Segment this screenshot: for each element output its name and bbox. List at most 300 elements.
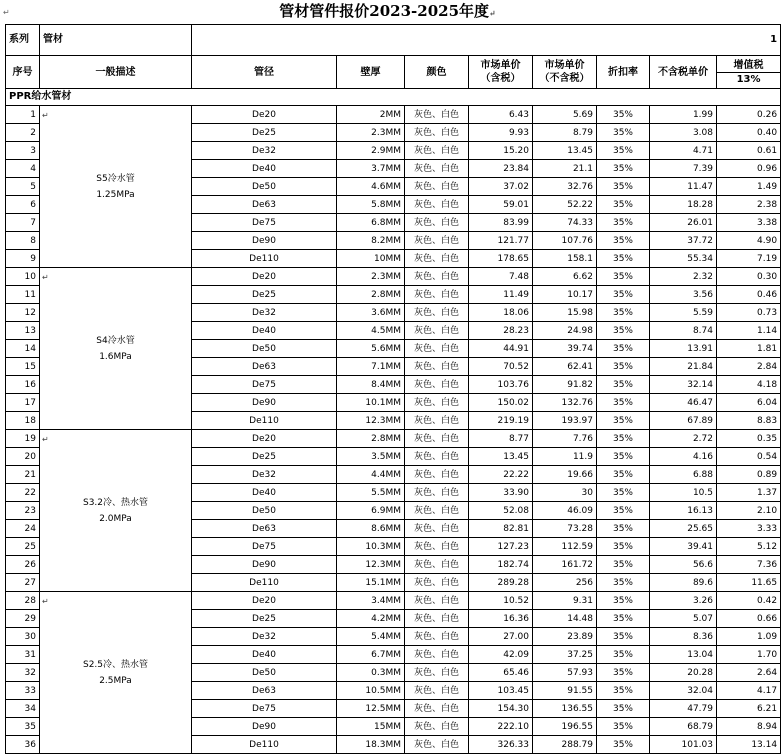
price-without-tax: 13.45	[533, 142, 597, 160]
row-number: 22	[6, 484, 40, 502]
row-number: 5	[6, 178, 40, 196]
pipe-color: 灰色、白色	[405, 358, 469, 376]
discount-rate: 35%	[597, 664, 650, 682]
header-size: 管径	[192, 56, 337, 89]
discount-rate: 35%	[597, 430, 650, 448]
pipe-color: 灰色、白色	[405, 448, 469, 466]
wall-thickness: 8.6MM	[337, 520, 405, 538]
wall-thickness: 4.2MM	[337, 610, 405, 628]
vat-amount: 0.40	[717, 124, 781, 142]
pipe-size: De90	[192, 232, 337, 250]
pipe-size: De50	[192, 502, 337, 520]
net-unit-price: 10.5	[650, 484, 717, 502]
wall-thickness: 8.2MM	[337, 232, 405, 250]
paragraph-mark: ↵	[489, 8, 496, 18]
header-color: 颜色	[405, 56, 469, 89]
discount-rate: 35%	[597, 556, 650, 574]
row-number: 16	[6, 376, 40, 394]
price-without-tax: 24.98	[533, 322, 597, 340]
wall-thickness: 0.3MM	[337, 664, 405, 682]
vat-amount: 0.26	[717, 106, 781, 124]
row-number: 18	[6, 412, 40, 430]
row-number: 34	[6, 700, 40, 718]
group-desc-pressure: 2.5MPa	[99, 675, 132, 686]
price-with-tax: 121.77	[469, 232, 533, 250]
net-unit-price: 5.07	[650, 610, 717, 628]
price-without-tax: 11.9	[533, 448, 597, 466]
pipe-size: De75	[192, 700, 337, 718]
price-with-tax: 44.91	[469, 340, 533, 358]
discount-rate: 35%	[597, 628, 650, 646]
group-desc-type: S2.5冷、热水管	[82, 659, 149, 670]
wall-thickness: 6.7MM	[337, 646, 405, 664]
price-with-tax: 37.02	[469, 178, 533, 196]
pipe-color: 灰色、白色	[405, 376, 469, 394]
pipe-size: De40	[192, 484, 337, 502]
pipe-size: De40	[192, 646, 337, 664]
price-without-tax: 5.69	[533, 106, 597, 124]
vat-amount: 0.61	[717, 142, 781, 160]
pipe-size: De90	[192, 556, 337, 574]
price-with-tax: 83.99	[469, 214, 533, 232]
price-without-tax: 158.1	[533, 250, 597, 268]
row-number: 36	[6, 736, 40, 754]
discount-rate: 35%	[597, 736, 650, 754]
wall-thickness: 10.3MM	[337, 538, 405, 556]
pipe-color: 灰色、白色	[405, 610, 469, 628]
net-unit-price: 39.41	[650, 538, 717, 556]
header-price-notax: 市场单价 （不含税）	[533, 56, 597, 89]
pipe-size: De40	[192, 322, 337, 340]
discount-rate: 35%	[597, 376, 650, 394]
discount-rate: 35%	[597, 538, 650, 556]
pipe-size: De25	[192, 610, 337, 628]
discount-rate: 35%	[597, 718, 650, 736]
price-table	[5, 24, 781, 754]
vat-amount: 4.17	[717, 682, 781, 700]
vat-amount: 7.36	[717, 556, 781, 574]
row-number: 33	[6, 682, 40, 700]
discount-rate: 35%	[597, 304, 650, 322]
header-vat-rate: 13%	[717, 72, 780, 86]
price-with-tax: 150.02	[469, 394, 533, 412]
price-without-tax: 256	[533, 574, 597, 592]
discount-rate: 35%	[597, 484, 650, 502]
price-with-tax: 27.00	[469, 628, 533, 646]
price-without-tax: 37.25	[533, 646, 597, 664]
wall-thickness: 4.6MM	[337, 178, 405, 196]
discount-rate: 35%	[597, 106, 650, 124]
price-without-tax: 91.82	[533, 376, 597, 394]
vat-amount: 1.09	[717, 628, 781, 646]
price-without-tax: 73.28	[533, 520, 597, 538]
price-without-tax: 19.66	[533, 466, 597, 484]
discount-rate: 35%	[597, 124, 650, 142]
table-row	[6, 592, 781, 610]
vat-amount: 0.35	[717, 430, 781, 448]
pipe-size: De32	[192, 142, 337, 160]
paragraph-marks: ↵	[42, 273, 49, 282]
price-with-tax: 11.49	[469, 286, 533, 304]
header-no: 序号	[6, 56, 40, 89]
price-without-tax: 132.76	[533, 394, 597, 412]
row-number: 17	[6, 394, 40, 412]
vat-amount: 0.73	[717, 304, 781, 322]
row-number: 14	[6, 340, 40, 358]
vat-amount: 1.70	[717, 646, 781, 664]
wall-thickness: 15.1MM	[337, 574, 405, 592]
net-unit-price: 25.65	[650, 520, 717, 538]
row-number: 27	[6, 574, 40, 592]
pipe-color: 灰色、白色	[405, 592, 469, 610]
group-desc-type: S3.2冷、热水管	[82, 497, 149, 508]
price-without-tax: 52.22	[533, 196, 597, 214]
discount-rate: 35%	[597, 286, 650, 304]
series-row	[6, 25, 781, 56]
price-without-tax: 15.98	[533, 304, 597, 322]
pipe-color: 灰色、白色	[405, 664, 469, 682]
pipe-color: 灰色、白色	[405, 196, 469, 214]
net-unit-price: 2.32	[650, 268, 717, 286]
discount-rate: 35%	[597, 394, 650, 412]
vat-amount: 2.84	[717, 358, 781, 376]
price-with-tax: 154.30	[469, 700, 533, 718]
pipe-size: De20	[192, 268, 337, 286]
pipe-size: De63	[192, 682, 337, 700]
row-number: 24	[6, 520, 40, 538]
price-without-tax: 23.89	[533, 628, 597, 646]
wall-thickness: 2.8MM	[337, 430, 405, 448]
wall-thickness: 5.8MM	[337, 196, 405, 214]
pipe-size: De90	[192, 394, 337, 412]
discount-rate: 35%	[597, 412, 650, 430]
wall-thickness: 3.6MM	[337, 304, 405, 322]
pipe-size: De50	[192, 340, 337, 358]
discount-rate: 35%	[597, 700, 650, 718]
vat-amount: 13.14	[717, 736, 781, 754]
price-without-tax: 57.93	[533, 664, 597, 682]
discount-rate: 35%	[597, 178, 650, 196]
pipe-color: 灰色、白色	[405, 322, 469, 340]
price-with-tax: 33.90	[469, 484, 533, 502]
row-number: 35	[6, 718, 40, 736]
price-with-tax: 28.23	[469, 322, 533, 340]
pipe-color: 灰色、白色	[405, 232, 469, 250]
vat-amount: 6.04	[717, 394, 781, 412]
discount-rate: 35%	[597, 520, 650, 538]
net-unit-price: 26.01	[650, 214, 717, 232]
row-number: 28	[6, 592, 40, 610]
row-number: 21	[6, 466, 40, 484]
net-unit-price: 3.26	[650, 592, 717, 610]
pipe-size: De25	[192, 286, 337, 304]
price-without-tax: 9.31	[533, 592, 597, 610]
table-row	[6, 268, 781, 286]
group-description	[40, 430, 192, 592]
net-unit-price: 20.28	[650, 664, 717, 682]
net-unit-price: 55.34	[650, 250, 717, 268]
vat-amount: 8.83	[717, 412, 781, 430]
pipe-size: De75	[192, 538, 337, 556]
price-with-tax: 16.36	[469, 610, 533, 628]
wall-thickness: 4.4MM	[337, 466, 405, 484]
row-number: 7	[6, 214, 40, 232]
series-label: 系列	[6, 25, 40, 56]
net-unit-price: 8.74	[650, 322, 717, 340]
net-unit-price: 4.16	[650, 448, 717, 466]
vat-amount: 0.46	[717, 286, 781, 304]
price-with-tax: 18.06	[469, 304, 533, 322]
row-number: 12	[6, 304, 40, 322]
pipe-size: De63	[192, 196, 337, 214]
pipe-color: 灰色、白色	[405, 142, 469, 160]
discount-rate: 35%	[597, 466, 650, 484]
vat-amount: 0.89	[717, 466, 781, 484]
pipe-color: 灰色、白色	[405, 340, 469, 358]
pipe-size: De90	[192, 718, 337, 736]
price-with-tax: 326.33	[469, 736, 533, 754]
table-row	[6, 430, 781, 448]
price-with-tax: 8.77	[469, 430, 533, 448]
vat-amount: 4.18	[717, 376, 781, 394]
pipe-size: De50	[192, 664, 337, 682]
net-unit-price: 7.39	[650, 160, 717, 178]
row-number: 2	[6, 124, 40, 142]
row-number: 1	[6, 106, 40, 124]
row-number: 11	[6, 286, 40, 304]
wall-thickness: 3.7MM	[337, 160, 405, 178]
vat-amount: 3.38	[717, 214, 781, 232]
wall-thickness: 12.3MM	[337, 412, 405, 430]
wall-thickness: 3.4MM	[337, 592, 405, 610]
pipe-size: De63	[192, 520, 337, 538]
pipe-size: De20	[192, 430, 337, 448]
pipe-color: 灰色、白色	[405, 304, 469, 322]
price-with-tax: 82.81	[469, 520, 533, 538]
wall-thickness: 5.5MM	[337, 484, 405, 502]
group-desc-type: S5冷水管	[96, 173, 135, 184]
net-unit-price: 18.28	[650, 196, 717, 214]
section-label: PPR给水管材	[6, 89, 781, 106]
vat-amount: 1.81	[717, 340, 781, 358]
price-with-tax: 70.52	[469, 358, 533, 376]
discount-rate: 35%	[597, 610, 650, 628]
pipe-color: 灰色、白色	[405, 700, 469, 718]
price-with-tax: 103.76	[469, 376, 533, 394]
net-unit-price: 11.47	[650, 178, 717, 196]
price-without-tax: 91.55	[533, 682, 597, 700]
discount-rate: 35%	[597, 142, 650, 160]
header-net-price: 不含税单价	[650, 56, 717, 89]
row-number: 29	[6, 610, 40, 628]
pipe-size: De50	[192, 178, 337, 196]
paragraph-marks: ↵	[42, 597, 49, 606]
paragraph-marks: ↵	[42, 111, 49, 120]
price-with-tax: 6.43	[469, 106, 533, 124]
wall-thickness: 10.5MM	[337, 682, 405, 700]
row-number: 26	[6, 556, 40, 574]
row-number: 23	[6, 502, 40, 520]
net-unit-price: 32.14	[650, 376, 717, 394]
paragraph-marks: ↵	[42, 435, 49, 444]
price-with-tax: 15.20	[469, 142, 533, 160]
net-unit-price: 67.89	[650, 412, 717, 430]
discount-rate: 35%	[597, 214, 650, 232]
discount-rate: 35%	[597, 250, 650, 268]
price-with-tax: 13.45	[469, 448, 533, 466]
pipe-color: 灰色、白色	[405, 484, 469, 502]
row-number: 8	[6, 232, 40, 250]
group-description	[40, 268, 192, 430]
net-unit-price: 3.56	[650, 286, 717, 304]
row-number: 30	[6, 628, 40, 646]
price-without-tax: 62.41	[533, 358, 597, 376]
pipe-size: De32	[192, 304, 337, 322]
vat-amount: 2.64	[717, 664, 781, 682]
pipe-size: De110	[192, 412, 337, 430]
price-with-tax: 52.08	[469, 502, 533, 520]
row-number: 6	[6, 196, 40, 214]
vat-amount: 0.96	[717, 160, 781, 178]
price-without-tax: 14.48	[533, 610, 597, 628]
discount-rate: 35%	[597, 646, 650, 664]
series-value: 管材	[40, 25, 192, 56]
header-desc: 一般描述	[40, 56, 192, 89]
price-without-tax: 30	[533, 484, 597, 502]
wall-thickness: 2.8MM	[337, 286, 405, 304]
pipe-color: 灰色、白色	[405, 574, 469, 592]
price-with-tax: 65.46	[469, 664, 533, 682]
pipe-size: De20	[192, 592, 337, 610]
net-unit-price: 37.72	[650, 232, 717, 250]
price-without-tax: 32.76	[533, 178, 597, 196]
net-unit-price: 1.99	[650, 106, 717, 124]
wall-thickness: 2.9MM	[337, 142, 405, 160]
pipe-size: De40	[192, 160, 337, 178]
wall-thickness: 15MM	[337, 718, 405, 736]
discount-rate: 35%	[597, 592, 650, 610]
pipe-size: De32	[192, 628, 337, 646]
net-unit-price: 16.13	[650, 502, 717, 520]
pipe-color: 灰色、白色	[405, 430, 469, 448]
vat-amount: 1.37	[717, 484, 781, 502]
wall-thickness: 12.3MM	[337, 556, 405, 574]
pipe-color: 灰色、白色	[405, 160, 469, 178]
price-with-tax: 59.01	[469, 196, 533, 214]
discount-rate: 35%	[597, 268, 650, 286]
net-unit-price: 101.03	[650, 736, 717, 754]
wall-thickness: 12.5MM	[337, 700, 405, 718]
row-number: 15	[6, 358, 40, 376]
vat-amount: 0.42	[717, 592, 781, 610]
pipe-color: 灰色、白色	[405, 124, 469, 142]
net-unit-price: 47.79	[650, 700, 717, 718]
vat-amount: 0.30	[717, 268, 781, 286]
vat-amount: 6.21	[717, 700, 781, 718]
document-title	[0, 0, 775, 22]
wall-thickness: 2MM	[337, 106, 405, 124]
price-without-tax: 136.55	[533, 700, 597, 718]
price-with-tax: 7.48	[469, 268, 533, 286]
vat-amount: 8.94	[717, 718, 781, 736]
pipe-color: 灰色、白色	[405, 412, 469, 430]
net-unit-price: 6.88	[650, 466, 717, 484]
price-with-tax: 219.19	[469, 412, 533, 430]
wall-thickness: 8.4MM	[337, 376, 405, 394]
price-without-tax: 161.72	[533, 556, 597, 574]
header-wall: 壁厚	[337, 56, 405, 89]
wall-thickness: 10.1MM	[337, 394, 405, 412]
header-discount: 折扣率	[597, 56, 650, 89]
vat-amount: 1.49	[717, 178, 781, 196]
price-with-tax: 42.09	[469, 646, 533, 664]
pipe-size: De20	[192, 106, 337, 124]
pipe-size: De110	[192, 250, 337, 268]
vat-amount: 5.12	[717, 538, 781, 556]
pipe-color: 灰色、白色	[405, 286, 469, 304]
wall-thickness: 5.6MM	[337, 340, 405, 358]
pipe-size: De32	[192, 466, 337, 484]
discount-rate: 35%	[597, 682, 650, 700]
wall-thickness: 2.3MM	[337, 268, 405, 286]
net-unit-price: 21.84	[650, 358, 717, 376]
row-number: 4	[6, 160, 40, 178]
vat-amount: 0.66	[717, 610, 781, 628]
wall-thickness: 10MM	[337, 250, 405, 268]
discount-rate: 35%	[597, 160, 650, 178]
group-desc-pressure: 1.6MPa	[99, 351, 132, 362]
pipe-color: 灰色、白色	[405, 178, 469, 196]
vat-amount: 1.14	[717, 322, 781, 340]
row-number: 32	[6, 664, 40, 682]
vat-amount: 11.65	[717, 574, 781, 592]
table-row	[6, 106, 781, 124]
net-unit-price: 5.59	[650, 304, 717, 322]
price-without-tax: 46.09	[533, 502, 597, 520]
header-vat-label: 增值税	[733, 59, 764, 71]
header-vat	[717, 56, 781, 89]
pipe-size: De110	[192, 736, 337, 754]
net-unit-price: 13.91	[650, 340, 717, 358]
row-number: 19	[6, 430, 40, 448]
section-row	[6, 89, 781, 106]
wall-thickness: 6.8MM	[337, 214, 405, 232]
wall-thickness: 6.9MM	[337, 502, 405, 520]
price-with-tax: 182.74	[469, 556, 533, 574]
price-with-tax: 222.10	[469, 718, 533, 736]
net-unit-price: 8.36	[650, 628, 717, 646]
price-without-tax: 196.55	[533, 718, 597, 736]
price-with-tax: 9.93	[469, 124, 533, 142]
corner-paragraph-mark: ↵	[3, 8, 10, 17]
net-unit-price: 32.04	[650, 682, 717, 700]
pipe-size: De63	[192, 358, 337, 376]
row-number: 13	[6, 322, 40, 340]
pipe-color: 灰色、白色	[405, 214, 469, 232]
pipe-color: 灰色、白色	[405, 268, 469, 286]
row-number: 25	[6, 538, 40, 556]
net-unit-price: 89.6	[650, 574, 717, 592]
vat-amount: 2.38	[717, 196, 781, 214]
discount-rate: 35%	[597, 358, 650, 376]
group-desc-pressure: 2.0MPa	[99, 513, 132, 524]
vat-amount: 4.90	[717, 232, 781, 250]
group-description	[40, 106, 192, 268]
price-with-tax: 289.28	[469, 574, 533, 592]
price-without-tax: 39.74	[533, 340, 597, 358]
discount-rate: 35%	[597, 340, 650, 358]
price-without-tax: 10.17	[533, 286, 597, 304]
